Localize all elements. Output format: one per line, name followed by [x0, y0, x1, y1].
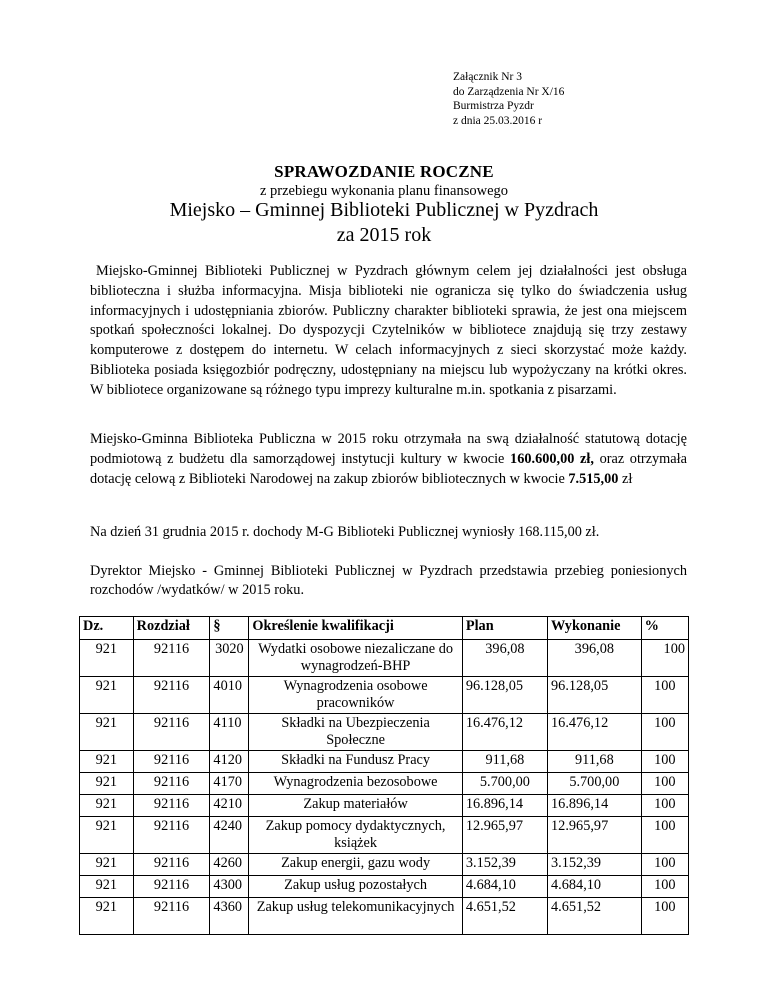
cell-plan: 911,68: [462, 751, 547, 773]
cell-dz: 921: [80, 714, 134, 751]
income-paragraph: Na dzień 31 grudnia 2015 r. dochody M-G Biblioteki Publicznej wyniosły 168.115,00 zł.: [90, 524, 600, 540]
cell-procent: 100: [641, 854, 688, 876]
cell-paragraf: 4120: [210, 751, 249, 773]
report-year: za 2015 rok: [336, 224, 432, 246]
header-opis: Określenie kwalifikacji: [249, 617, 463, 640]
cell-plan: 396,08: [462, 640, 547, 677]
cell-procent: 100: [641, 751, 688, 773]
cell-paragraf: 4240: [210, 817, 249, 854]
cell-rozdzial: 92116: [133, 640, 210, 677]
cell-paragraf: 4210: [210, 795, 249, 817]
cell-wykonanie: 5.700,00: [548, 773, 642, 795]
header-paragraf: §: [210, 617, 249, 640]
cell-procent: 100: [641, 898, 688, 935]
header-rozdzial: Rozdział: [133, 617, 210, 640]
cell-opis: Wydatki osobowe niezaliczane do wynagrodzeń-BHP: [249, 640, 463, 677]
cell-wykonanie: 911,68: [548, 751, 642, 773]
cell-dz: 921: [80, 795, 134, 817]
grant-text: zł: [618, 470, 633, 487]
expenses-table: [79, 616, 689, 935]
report-heading: SPRAWOZDANIE ROCZNE: [274, 162, 494, 181]
grant-text: Miejsko-Gminna Biblioteka Publiczna w 2015 roku otrzymała na swą działalność statutową dotację podmiotową z budżetu dla samorządowej instytucji kultury w kwocie: [90, 431, 687, 467]
table-row: [80, 773, 689, 795]
cell-rozdzial: 92116: [133, 773, 210, 795]
cell-procent: 100: [641, 876, 688, 898]
cell-opis: Zakup pomocy dydaktycznych, książek: [249, 817, 463, 854]
cell-rozdzial: 92116: [133, 795, 210, 817]
annex-line: Załącznik Nr 3: [453, 71, 522, 83]
annex-line: z dnia 25.03.2016 r: [453, 114, 543, 127]
cell-rozdzial: 92116: [133, 677, 210, 714]
cell-paragraf: 4110: [210, 714, 249, 751]
table-row: [80, 854, 689, 876]
cell-paragraf: 4300: [210, 876, 249, 898]
cell-procent: 100: [641, 714, 688, 751]
cell-dz: 921: [80, 640, 134, 677]
cell-plan: 12.965,97: [462, 817, 547, 854]
cell-opis: Zakup usług pozostałych: [249, 876, 463, 898]
cell-rozdzial: 92116: [133, 898, 210, 935]
table-row: [80, 640, 689, 677]
cell-paragraf: 4170: [210, 773, 249, 795]
table-row: [80, 751, 689, 773]
institution-name: Miejsko – Gminnej Biblioteki Publicznej w Pyzdrach: [169, 199, 599, 221]
cell-procent: 100: [641, 795, 688, 817]
cell-dz: 921: [80, 876, 134, 898]
cell-rozdzial: 92116: [133, 751, 210, 773]
cell-rozdzial: 92116: [133, 714, 210, 751]
cell-opis: Wynagrodzenia osobowe pracowników: [249, 677, 463, 714]
cell-procent: 100: [641, 817, 688, 854]
cell-opis: Zakup usług telekomunikacyjnych: [249, 898, 463, 935]
table-row: [80, 714, 689, 751]
cell-dz: 921: [80, 751, 134, 773]
table-row: [80, 677, 689, 714]
table-row: [80, 795, 689, 817]
table-row: [80, 817, 689, 854]
cell-wykonanie: 12.965,97: [548, 817, 642, 854]
grant-paragraph: [90, 430, 687, 489]
cell-opis: Składki na Fundusz Pracy: [249, 751, 463, 773]
intro-paragraph: Miejsko-Gminnej Biblioteki Publicznej w Pyzdrach głównym celem jej działalności jest obsługa biblioteczna i służba informacyjna. Misja biblioteki nie ogranicza się tylko do świadczenia usług informacyjnych i udostępniania zbiorów. Publiczny charakter biblioteki sprawia, że jest ona miejscem spotkań społeczności lokalnej. Do dyspozycji Czytelników w bibliotece znajdują się trzy zestawy komputerowe z dostępem do internetu. W celach informacyjnych z sieci skorzystać może każdy. Biblioteka posiada księgozbiór podręczny, udostępniany na miejscu lub wypożyczany na krótki okres. W bibliotece organizowane są różnego typu imprezy kulturalne m.in. spotkania z pisarzami.: [90, 263, 687, 398]
cell-plan: 3.152,39: [462, 854, 547, 876]
cell-dz: 921: [80, 898, 134, 935]
cell-rozdzial: 92116: [133, 876, 210, 898]
cell-dz: 921: [80, 773, 134, 795]
cell-wykonanie: 4.684,10: [548, 876, 642, 898]
grant-text: oraz otrzymała dotację celową z Biblioteki Narodowej na zakup zbiorów bibliotecznych w kwocie: [90, 450, 687, 487]
table-header-row: [80, 617, 689, 640]
cell-plan: 16.476,12: [462, 714, 547, 751]
cell-wykonanie: 96.128,05: [548, 677, 642, 714]
cell-rozdzial: 92116: [133, 854, 210, 876]
cell-procent: 100: [641, 677, 688, 714]
header-wykonanie: Wykonanie: [548, 617, 642, 640]
cell-opis: Zakup energii, gazu wody: [249, 854, 463, 876]
cell-procent: 100: [641, 640, 688, 677]
grant-amount: 160.600,00 zł,: [510, 450, 594, 467]
table-row: [80, 876, 689, 898]
cell-dz: 921: [80, 677, 134, 714]
cell-wykonanie: 4.651,52: [548, 898, 642, 935]
cell-wykonanie: 16.896,14: [548, 795, 642, 817]
cell-wykonanie: 3.152,39: [548, 854, 642, 876]
cell-opis: Wynagrodzenia bezosobowe: [249, 773, 463, 795]
cell-rozdzial: 92116: [133, 817, 210, 854]
cell-plan: 5.700,00: [462, 773, 547, 795]
cell-procent: 100: [641, 773, 688, 795]
table-row: [80, 898, 689, 935]
cell-paragraf: 4010: [210, 677, 249, 714]
header-plan: Plan: [462, 617, 547, 640]
cell-paragraf: 4260: [210, 854, 249, 876]
cell-paragraf: 3020: [210, 640, 249, 677]
annex-reference: [453, 70, 564, 128]
header-dz: Dz.: [80, 617, 134, 640]
annex-line: do Zarządzenia Nr X/16: [453, 85, 565, 98]
cell-opis: Składki na Ubezpieczenia Społeczne: [249, 714, 463, 751]
cell-dz: 921: [80, 817, 134, 854]
cell-opis: Zakup materiałów: [249, 795, 463, 817]
cell-dz: 921: [80, 854, 134, 876]
header-procent: %: [641, 617, 688, 640]
cell-wykonanie: 16.476,12: [548, 714, 642, 751]
report-subheading: z przebiegu wykonania planu finansowego: [259, 183, 509, 199]
grant-amount: 7.515,00: [568, 470, 619, 487]
annex-line: Burmistrza Pyzdr: [453, 100, 534, 113]
cell-plan: 16.896,14: [462, 795, 547, 817]
cell-wykonanie: 396,08: [548, 640, 642, 677]
cell-plan: 96.128,05: [462, 677, 547, 714]
cell-paragraf: 4360: [210, 898, 249, 935]
expenses-intro-paragraph: Dyrektor Miejsko - Gminnej Biblioteki Publicznej w Pyzdrach przedstawia przebieg poniesionych rozchodów /wydatków/ w 2015 roku.: [90, 563, 687, 598]
cell-plan: 4.651,52: [462, 898, 547, 935]
cell-plan: 4.684,10: [462, 876, 547, 898]
